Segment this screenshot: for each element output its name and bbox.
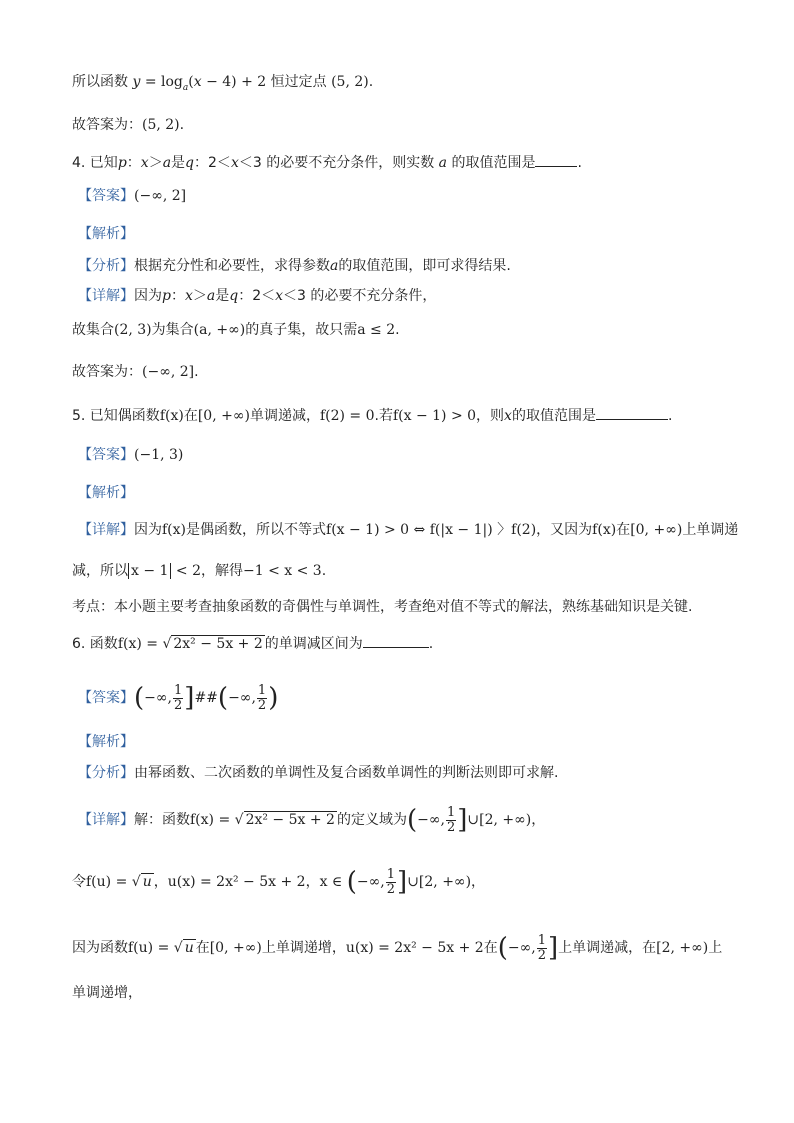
- paren-left: (: [497, 933, 508, 963]
- math-var: a: [162, 155, 172, 171]
- text: ，: [531, 812, 546, 828]
- math-expr: u(x) = 2x² − 5x + 2: [345, 940, 484, 956]
- analysis-6-header: [78, 732, 134, 752]
- math-var: q: [229, 288, 239, 304]
- numerator: 1: [446, 804, 456, 820]
- math-var: p: [117, 155, 127, 171]
- text: .若: [374, 408, 393, 424]
- answer-blank: [535, 152, 577, 167]
- text: .: [577, 155, 582, 171]
- text: 的取值范围，即可求得结果.: [338, 258, 511, 274]
- detail-tag: 【详解】: [78, 522, 134, 538]
- text: 解：函数: [134, 812, 190, 828]
- math-interval: (−∞, 2]: [142, 364, 195, 380]
- question-5: [72, 405, 672, 426]
- denominator: 2: [174, 697, 183, 713]
- text: 上单调递: [682, 522, 739, 538]
- paren-left: (: [346, 867, 357, 897]
- math-log-function: $y = \log_a(x - 4) + 2$: [132, 74, 267, 93]
- answer-blank: [363, 633, 429, 648]
- text: 上: [708, 940, 723, 956]
- paren-left: (: [406, 805, 418, 835]
- answer-value: (−1, 3): [134, 447, 184, 463]
- text: ，则: [476, 408, 505, 424]
- text: ＜3 的必要不充分条件，则实数: [238, 155, 435, 171]
- text: 根据充分性和必要性，求得参数: [134, 258, 330, 274]
- text: ，解得: [200, 563, 243, 579]
- detail-tag: 【详解】: [78, 812, 134, 828]
- math-expr: f(u) =: [86, 874, 132, 890]
- denominator: 2: [446, 819, 456, 835]
- analysis-4-header: [78, 224, 134, 244]
- math-set: (2, 3): [114, 322, 152, 338]
- math-set: (a, +∞): [193, 322, 246, 338]
- line-fixed-point: [72, 72, 373, 94]
- text: 在: [183, 408, 198, 424]
- answer-5: [78, 445, 183, 465]
- text: 的单调减区间为: [264, 636, 363, 652]
- math-interval: [2, +∞): [656, 940, 709, 956]
- text: 故答案为：: [72, 364, 142, 380]
- analysis-5-line2: [72, 561, 326, 581]
- text: 故答案为：: [72, 117, 142, 133]
- math-expr: f(x) =: [190, 812, 235, 828]
- answer-tag: 【答案】: [78, 447, 134, 463]
- analysis-5-header: [78, 483, 134, 503]
- analysis-6-summary: [78, 763, 558, 783]
- text: 因为函数: [72, 940, 128, 956]
- text: ：: [170, 288, 185, 304]
- analysis-4-answer: [72, 362, 199, 382]
- math-point: (5, 2): [142, 117, 180, 133]
- answer-tag: 【答案】: [78, 188, 134, 204]
- analysis-tag: 【解析】: [78, 734, 134, 750]
- note-text: 考点：本小题主要考查抽象函数的奇偶性与单调性，考查绝对值不等式的解法，熟练基础知识是关键.: [72, 599, 693, 615]
- math-var: a: [330, 258, 339, 274]
- question-6: [72, 633, 433, 654]
- text: .: [194, 364, 199, 380]
- text: ，: [471, 874, 486, 890]
- math-abs: x − 1: [128, 563, 171, 579]
- text: ＞: [148, 155, 163, 171]
- text: 上单调递增，: [261, 940, 346, 956]
- math-var: a: [438, 155, 448, 171]
- question-4: [72, 152, 582, 173]
- text: 恒过定点: [270, 74, 327, 90]
- math-radicand: u: [184, 940, 194, 956]
- text: .: [368, 74, 374, 90]
- fraction-half: [257, 684, 267, 713]
- text: 在: [616, 522, 631, 538]
- math-expr: x ∈: [319, 874, 347, 890]
- math-expr: u(x) = 2x² − 5x + 2: [167, 874, 306, 890]
- text: ，又因为: [536, 522, 593, 538]
- answer-4: [78, 186, 186, 206]
- answer-tag: 【答案】: [78, 690, 134, 706]
- text: .: [179, 117, 185, 133]
- fraction-half: [386, 868, 396, 897]
- text: ，: [153, 874, 168, 890]
- text: 在: [483, 940, 498, 956]
- text: 是偶函数，所以不等式: [186, 522, 327, 538]
- math-var: p: [162, 288, 171, 304]
- analysis-5-note: [72, 597, 692, 617]
- fraction-half: [446, 806, 456, 835]
- union-symbol: ∪: [467, 812, 480, 828]
- text: .: [395, 322, 400, 338]
- text: 上单调递减，在: [558, 940, 657, 956]
- denominator: 2: [257, 697, 267, 713]
- summary-tag: 【分析】: [78, 258, 134, 274]
- analysis-4-detail: [78, 286, 436, 306]
- math-expr: f(u) =: [128, 940, 174, 956]
- text: ，: [305, 874, 320, 890]
- text: 的定义域为: [336, 812, 407, 828]
- math-point: (5, 2): [331, 74, 369, 90]
- summary-tag: 【分析】: [78, 765, 134, 781]
- text: 令: [72, 874, 86, 890]
- analysis-4-summary: [78, 256, 511, 276]
- bracket-right: ]: [397, 867, 408, 897]
- paren-left: (: [134, 683, 145, 713]
- text: 所以函数: [72, 74, 128, 90]
- math-expr: f(2) = 0: [319, 408, 375, 424]
- math-interval: [0, +∞): [197, 408, 250, 424]
- text: 单调递增，: [72, 985, 142, 1001]
- bracket-right: ]: [184, 683, 195, 713]
- line-answer-prev: [72, 115, 184, 135]
- text: 是: [171, 155, 186, 171]
- math-var: x: [275, 288, 284, 304]
- math-sqrt: √ 2x² − 5x + 2: [162, 636, 263, 652]
- math-expr: f(x): [159, 408, 184, 424]
- math-abs-ineq: [128, 563, 201, 579]
- neg-infinity: −∞,: [228, 690, 256, 706]
- math-sqrt: √ u: [173, 940, 194, 956]
- numerator: 1: [174, 682, 183, 698]
- text: 在: [195, 940, 210, 956]
- paren-left: (: [217, 683, 229, 713]
- answer-blank: [596, 405, 668, 420]
- fraction-half: [537, 934, 547, 963]
- math-expr: f(x − 1) > 0 ⇔ f(|x − 1|) 〉f(2): [326, 522, 537, 538]
- neg-infinity: −∞,: [144, 690, 172, 706]
- math-var: a: [206, 288, 216, 304]
- text: 的取值范围是: [511, 408, 596, 424]
- text: 因为: [134, 288, 162, 304]
- text: ：2＜: [238, 288, 276, 304]
- math-solution: −1 < x < 3: [242, 563, 322, 579]
- text: .: [428, 636, 434, 652]
- math-var: x: [504, 408, 512, 424]
- math-sqrt: √ 2x² − 5x + 2: [234, 812, 335, 828]
- text: 因为: [134, 522, 162, 538]
- analysis-4-line2: [72, 320, 400, 340]
- math-interval: [0, +∞): [630, 522, 683, 538]
- text: .: [667, 408, 673, 424]
- numerator: 1: [257, 682, 267, 698]
- math-expr: f(x − 1) > 0: [392, 408, 477, 424]
- text: ：2＜: [194, 155, 231, 171]
- bracket-right: ]: [457, 805, 468, 835]
- text: 的真子集，故只需: [245, 322, 358, 338]
- question-number: 6. 函数: [72, 636, 118, 652]
- text: 故集合: [72, 322, 114, 338]
- math-radicand: u: [142, 874, 152, 890]
- text: 减，所以: [72, 563, 128, 579]
- denominator: 2: [537, 947, 546, 963]
- denominator: 2: [386, 881, 396, 897]
- bracket-right: ]: [547, 933, 559, 963]
- numerator: 1: [386, 866, 396, 882]
- analysis-6-line2: [72, 862, 485, 902]
- text: 由幂函数、二次函数的单调性及复合函数单调性的判断法则即可求解.: [134, 765, 559, 781]
- text: 是: [215, 288, 230, 304]
- math-expr: f(x) =: [117, 636, 163, 652]
- text: 为集合: [151, 322, 194, 338]
- paren-right: ): [268, 683, 279, 713]
- neg-infinity: −∞,: [356, 874, 385, 890]
- analysis-tag: 【解析】: [78, 226, 134, 242]
- analysis-5-detail: [78, 520, 738, 540]
- math-interval: [2, +∞): [418, 874, 472, 890]
- math-radicand: 2x² − 5x + 2: [245, 812, 335, 828]
- math-var: x: [184, 288, 193, 304]
- detail-tag: 【详解】: [78, 288, 134, 304]
- neg-infinity: −∞,: [507, 940, 536, 956]
- math-condition: a ≤ 2: [357, 322, 396, 338]
- text: 的取值范围是: [451, 155, 536, 171]
- text: ＜3 的必要不充分条件，: [283, 288, 437, 304]
- separator: ##: [194, 690, 218, 706]
- text: ＞: [192, 288, 207, 304]
- text: .: [321, 563, 327, 579]
- question-number: 4. 已知: [72, 155, 118, 171]
- math-var: x: [230, 155, 239, 171]
- math-sqrt: √ u: [131, 874, 152, 890]
- answer-value: (−∞, 2]: [134, 188, 187, 204]
- text: < 2: [171, 563, 201, 579]
- math-interval: [2, +∞): [479, 812, 532, 828]
- math-radicand: 2x² − 5x + 2: [173, 636, 263, 652]
- analysis-6-detail: [78, 800, 545, 840]
- text: 单调递减，: [249, 408, 320, 424]
- math-var: x: [140, 155, 149, 171]
- fraction-half: [173, 684, 183, 713]
- union-symbol: ∪: [407, 874, 419, 890]
- analysis-6-line4: [72, 983, 142, 1003]
- numerator: 1: [537, 932, 546, 948]
- math-var: q: [185, 155, 195, 171]
- math-expr: f(x): [162, 522, 187, 538]
- question-number: 5. 已知偶函数: [72, 408, 160, 424]
- answer-6: [78, 678, 278, 718]
- math-expr: f(x): [592, 522, 617, 538]
- text: ：: [126, 155, 141, 171]
- analysis-tag: 【解析】: [78, 485, 134, 501]
- neg-infinity: −∞,: [417, 812, 445, 828]
- analysis-6-line3: [72, 928, 722, 968]
- math-interval: [0, +∞): [209, 940, 262, 956]
